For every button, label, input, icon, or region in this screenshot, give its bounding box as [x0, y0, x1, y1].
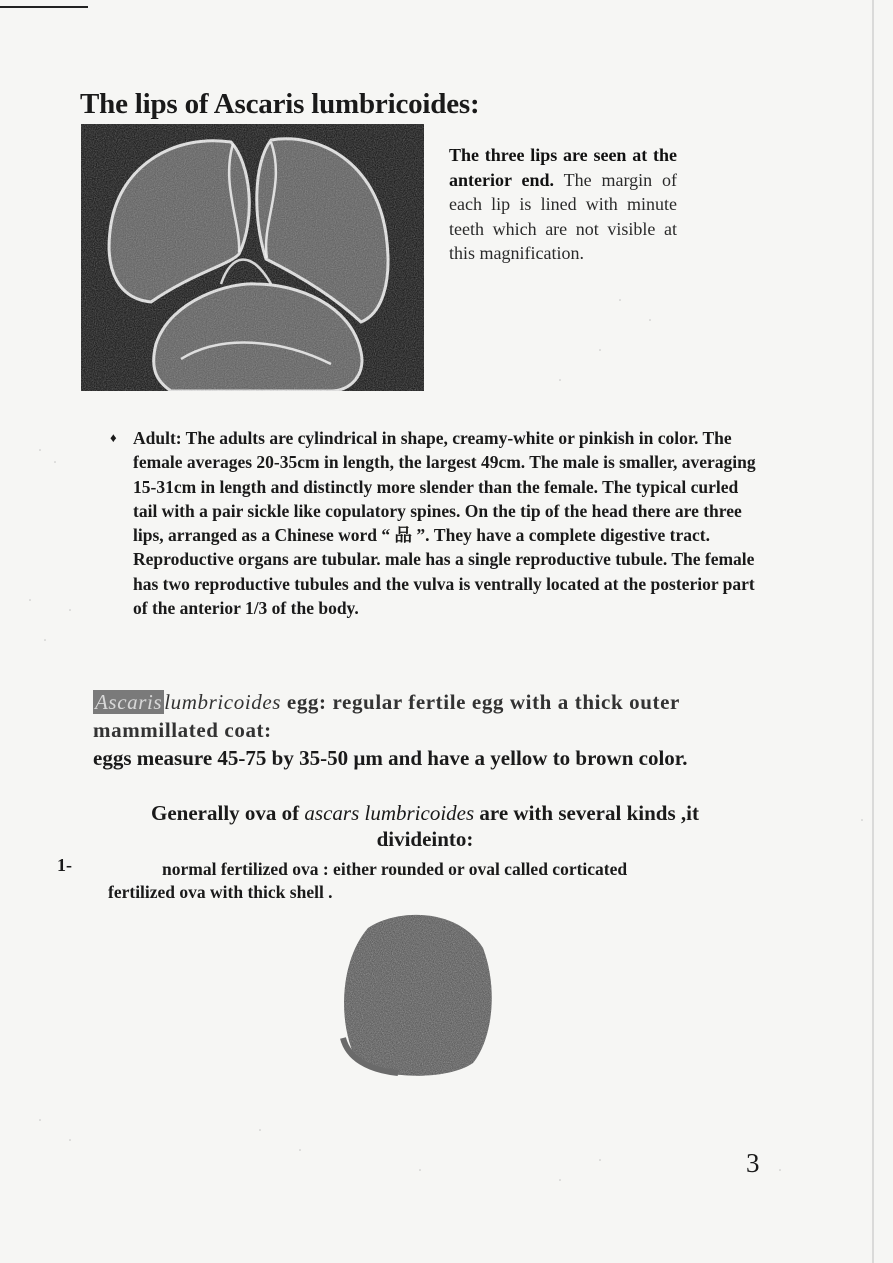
lips-caption-body: The margin of each lip is lined with minute teeth which are not visible at this magnification.	[449, 169, 677, 263]
ova-kinds-intro	[135, 800, 715, 852]
normal-fertilized-ova	[108, 858, 748, 904]
ascaris-lips-micrograph	[81, 124, 424, 391]
egg-description-rest: egg: regular fertile egg with a thick outer mammillated coat:	[93, 690, 680, 742]
genus-highlight: Ascaris	[95, 690, 163, 714]
ova-intro-before: Generally ova of	[151, 801, 305, 825]
egg-description-line1	[93, 688, 733, 744]
lips-caption	[449, 143, 677, 266]
ova-intro-after: are with several kinds ,it divideinto:	[376, 801, 699, 851]
lips-caption-lead: The three lips are seen at the anterior end.	[449, 145, 677, 190]
normal-ova-line2: fertilized ova with thick shell .	[108, 882, 333, 902]
page-number: 3	[746, 1148, 760, 1178]
egg-measurements: eggs measure 45-75 by 35-50 µm and have a yellow to brown color.	[93, 746, 688, 770]
page-title: The lips of Ascaris lumbricoides:	[80, 88, 480, 120]
list-number: 1-	[57, 855, 72, 875]
egg-description	[93, 688, 733, 772]
top-rule	[0, 6, 88, 8]
species-name: lumbricoides	[164, 690, 282, 714]
normal-ova-line1: normal fertilized ova : either rounded or oval called corticated	[162, 859, 628, 879]
adult-description	[110, 426, 760, 620]
adult-description-text: Adult: The adults are cylindrical in shape, creamy-white or pinkish in color. The female averages 20-35cm in length, the largest 49cm. The male is smaller, averaging 15-31cm in length and distinctly more slender than the female. The typical curled tail with a pair sickle like copulatory spines. On the tip of the head there are three lips, arranged as a Chinese word “ 品 ”. They have a complete digestive tract. Reproductive organs are tubular. male has a single reproductive tubule. The female has two reproductive tubules and the vulva is ventrally located at the posterior part of the anterior 1/3 of the body.	[133, 428, 756, 619]
fertilized-egg-image	[338, 908, 494, 1078]
ova-intro-species: ascars lumbricoides	[304, 801, 475, 825]
diamond-bullet-icon: ♦	[110, 430, 117, 445]
